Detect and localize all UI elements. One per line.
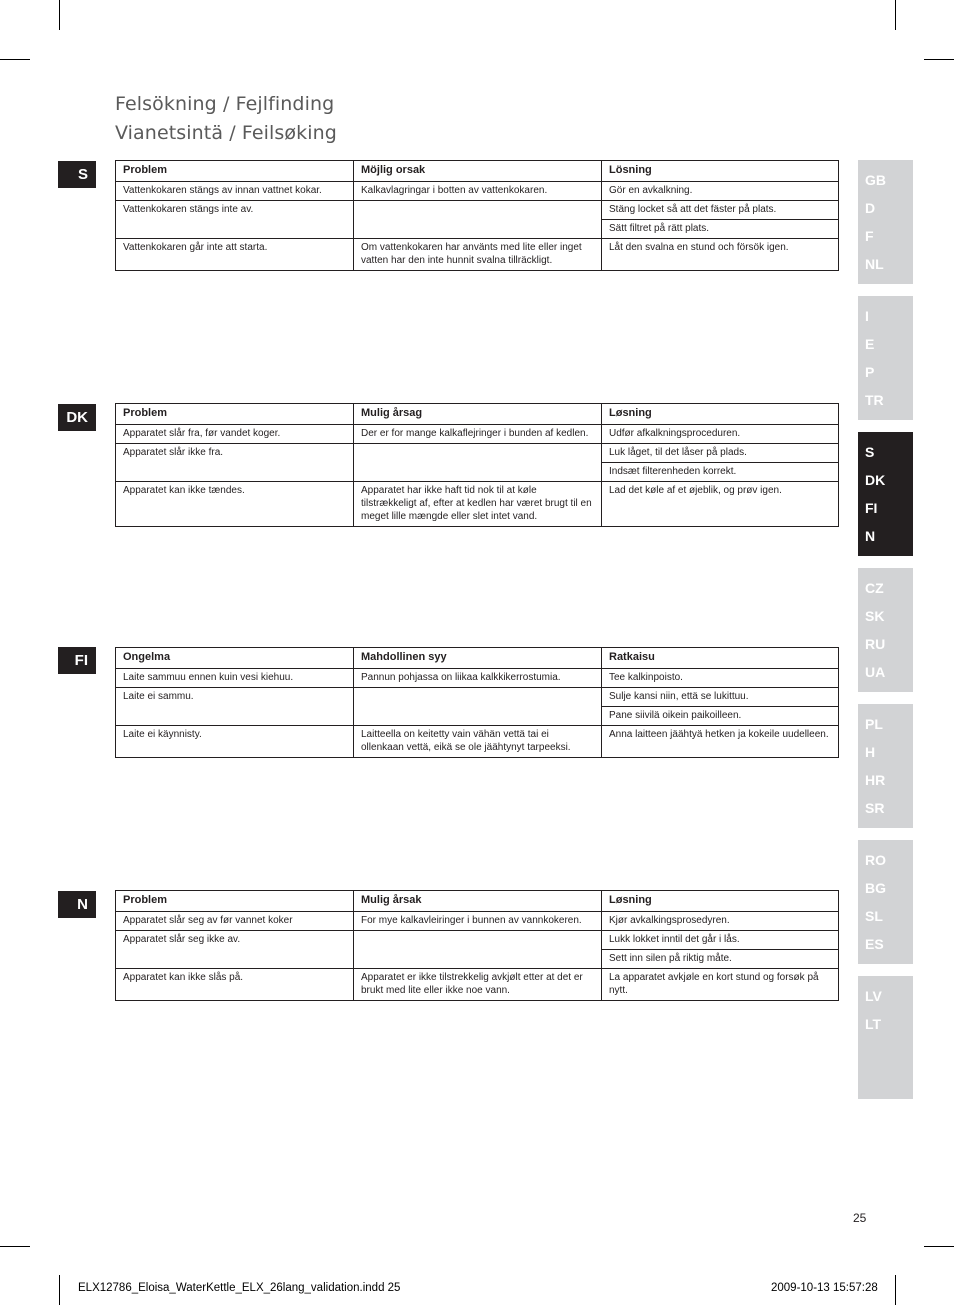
crop-mark [924, 59, 954, 60]
column-header-solution: Ratkaisu [602, 648, 839, 669]
crop-mark [59, 0, 60, 30]
column-header-cause: Mulig årsak [354, 891, 602, 912]
sidebar-language-group [858, 840, 913, 964]
table-header-row [116, 648, 839, 669]
solution-cell: Lad det køle af et øjeblik, og prøv igen. [602, 482, 839, 527]
sidebar-item-i[interactable]: I [865, 308, 869, 324]
crop-mark [895, 0, 896, 30]
problem-cell: Vattenkokaren stängs inte av. [116, 201, 354, 239]
footer-file-info: ELX12786_Eloisa_WaterKettle_ELX_26lang_validation.indd 25 [78, 1282, 401, 1294]
solution-cell: La apparatet avkjøle en kort stund og forsøk på nytt. [602, 969, 839, 1001]
language-badge-fi: FI [58, 647, 96, 674]
table-header-row [116, 891, 839, 912]
cause-cell: Laitteella on keitetty vain vähän vettä tai ei ollenkaan vettä, eikä se ole jäähtynyt tarpeeksi. [354, 726, 602, 758]
problem-cell: Laite ei sammu. [116, 688, 354, 726]
sidebar-item-ru[interactable]: RU [865, 636, 886, 652]
solution-cell: Stäng locket så att det fäster på plats. [602, 201, 839, 220]
problem-cell: Vattenkokaren stängs av innan vattnet kokar. [116, 182, 354, 201]
problem-cell: Apparatet kan ikke tændes. [116, 482, 354, 527]
table-row [116, 239, 839, 271]
column-header-solution: Løsning [602, 404, 839, 425]
crop-mark [895, 1275, 896, 1305]
sidebar-item-f[interactable]: F [865, 228, 874, 244]
crop-mark [0, 1246, 30, 1247]
cause-cell: Pannun pohjassa on liikaa kalkkikerrostumia. [354, 669, 602, 688]
table-row [116, 726, 839, 758]
problem-cell: Apparatet slår seg ikke av. [116, 931, 354, 969]
solution-cell: Tee kalkinpoisto. [602, 669, 839, 688]
solution-cell: Indsæt filterenheden korrekt. [602, 463, 839, 482]
sidebar-item-ro[interactable]: RO [865, 852, 886, 868]
sidebar-item-n[interactable]: N [865, 528, 876, 544]
table-row [116, 201, 839, 220]
cause-cell [354, 688, 602, 726]
sidebar-language-group [858, 160, 913, 284]
column-header-solution: Løsning [602, 891, 839, 912]
column-header-cause: Mahdollinen syy [354, 648, 602, 669]
page-number: 25 [853, 1211, 867, 1225]
sidebar-item-cz[interactable]: CZ [865, 580, 884, 596]
sidebar-item-dk[interactable]: DK [865, 472, 886, 488]
column-header-problem: Problem [116, 891, 354, 912]
sidebar-item-lt[interactable]: LT [865, 1016, 882, 1032]
problem-cell: Apparatet kan ikke slås på. [116, 969, 354, 1001]
column-header-problem: Problem [116, 161, 354, 182]
column-header-cause: Mulig årsag [354, 404, 602, 425]
table-row [116, 969, 839, 1001]
language-badge-n: N [58, 891, 96, 918]
column-header-problem: Ongelma [116, 648, 354, 669]
solution-cell: Sätt filtret på rätt plats. [602, 220, 839, 239]
sidebar-language-group-active [858, 432, 913, 556]
table-header-row [116, 161, 839, 182]
problem-cell: Laite ei käynnisty. [116, 726, 354, 758]
sidebar-item-pl[interactable]: PL [865, 716, 883, 732]
table-row [116, 931, 839, 950]
cause-cell [354, 444, 602, 482]
solution-cell: Gör en avkalkning. [602, 182, 839, 201]
problem-cell: Apparatet slår fra, før vandet koger. [116, 425, 354, 444]
problem-cell: Vattenkokaren går inte att starta. [116, 239, 354, 271]
solution-cell: Kjør avkalkingsprosedyren. [602, 912, 839, 931]
solution-cell: Udfør afkalkningsproceduren. [602, 425, 839, 444]
sidebar-item-lv[interactable]: LV [865, 988, 882, 1004]
sidebar-language-group [858, 568, 913, 692]
table-row [116, 425, 839, 444]
cause-cell: Apparatet har ikke haft tid nok til at køle tilstrækkeligt af, efter at kedlen har været brugt til en meget lille mængde eller slet intet vand. [354, 482, 602, 527]
sidebar-item-tr[interactable]: TR [865, 392, 884, 408]
table-header-row [116, 404, 839, 425]
troubleshooting-table-s [115, 160, 839, 271]
sidebar-item-p[interactable]: P [865, 364, 875, 380]
solution-cell: Sulje kansi niin, että se lukittuu. [602, 688, 839, 707]
problem-cell: Apparatet slår ikke fra. [116, 444, 354, 482]
sidebar-language-group [858, 976, 913, 1099]
solution-cell: Sett inn silen på riktig måte. [602, 950, 839, 969]
solution-cell: Pane siivilä oikein paikoilleen. [602, 707, 839, 726]
solution-cell: Låt den svalna en stund och försök igen. [602, 239, 839, 271]
table-row [116, 912, 839, 931]
table-row [116, 688, 839, 707]
cause-cell: Apparatet er ikke tilstrekkelig avkjølt etter at det er brukt med lite eller ikke noe vann. [354, 969, 602, 1001]
sidebar-item-hr[interactable]: HR [865, 772, 886, 788]
cause-cell [354, 931, 602, 969]
cause-cell: Om vattenkokaren har använts med lite eller inget vatten har den inte hunnit svalna tillräckligt. [354, 239, 602, 271]
problem-cell: Laite sammuu ennen kuin vesi kiehuu. [116, 669, 354, 688]
column-header-solution: Lösning [602, 161, 839, 182]
table-row [116, 444, 839, 463]
solution-cell: Luk låget, til det låser på plads. [602, 444, 839, 463]
problem-cell: Apparatet slår seg av før vannet koker [116, 912, 354, 931]
troubleshooting-table-n [115, 890, 839, 1001]
table-row [116, 482, 839, 527]
sidebar-item-fi[interactable]: FI [865, 500, 878, 516]
sidebar-item-ua[interactable]: UA [865, 664, 886, 680]
solution-cell: Anna laitteen jäähtyä hetken ja kokeile uudelleen. [602, 726, 839, 758]
crop-mark [924, 1246, 954, 1247]
solution-cell: Lukk lokket inntil det går i lås. [602, 931, 839, 950]
cause-cell [354, 201, 602, 239]
cause-cell: Kalkavlagringar i botten av vattenkokaren. [354, 182, 602, 201]
sidebar-item-sl[interactable]: SL [865, 908, 883, 924]
column-header-problem: Problem [116, 404, 354, 425]
cause-cell: For mye kalkavleiringer i bunnen av vannkokeren. [354, 912, 602, 931]
sidebar-language-group [858, 704, 913, 828]
page-title: Felsökning / Fejlfinding [115, 93, 335, 115]
sidebar-item-e[interactable]: E [865, 336, 875, 352]
sidebar-item-d[interactable]: D [865, 200, 876, 216]
language-badge-dk: DK [58, 404, 96, 431]
cause-cell: Der er for mange kalkaflejringer i bunden af kedlen. [354, 425, 602, 444]
sidebar-item-h[interactable]: H [865, 744, 876, 760]
language-badge-s: S [58, 161, 96, 188]
crop-mark [0, 59, 30, 60]
sidebar-item-bg[interactable]: BG [865, 880, 886, 896]
sidebar-item-sr[interactable]: SR [865, 800, 885, 816]
troubleshooting-table-fi [115, 647, 839, 758]
sidebar-item-gb[interactable]: GB [865, 172, 886, 188]
table-row [116, 182, 839, 201]
crop-mark [59, 1275, 60, 1305]
sidebar-language-group [858, 296, 913, 420]
sidebar-item-sk[interactable]: SK [865, 608, 885, 624]
troubleshooting-table-dk [115, 403, 839, 527]
column-header-cause: Möjlig orsak [354, 161, 602, 182]
table-row [116, 669, 839, 688]
sidebar-item-s[interactable]: S [865, 444, 875, 460]
sidebar-item-es[interactable]: ES [865, 936, 884, 952]
footer-timestamp: 2009-10-13 15:57:28 [771, 1282, 878, 1294]
page-subtitle: Vianetsintä / Feilsøking [115, 122, 337, 144]
sidebar-item-nl[interactable]: NL [865, 256, 884, 272]
